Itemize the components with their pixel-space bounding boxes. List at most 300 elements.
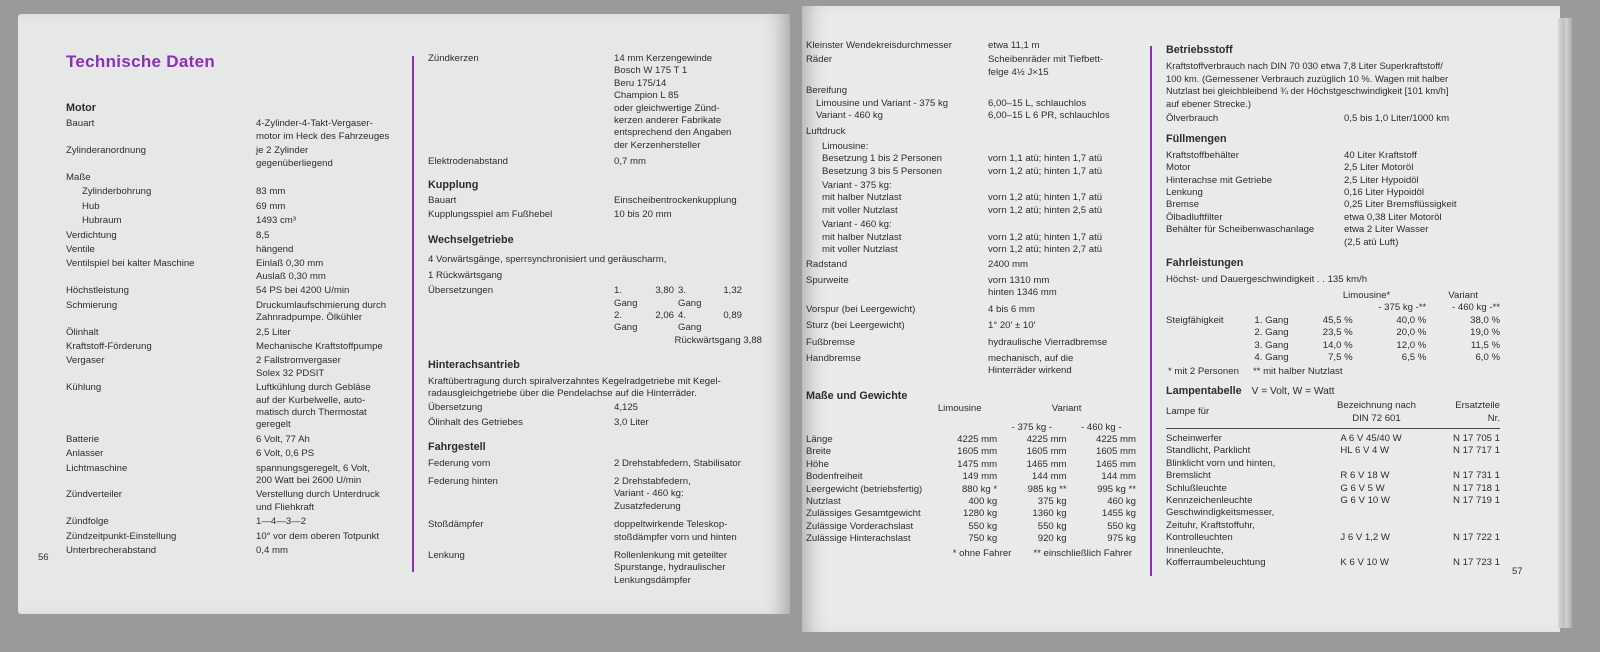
table-row	[1166, 352, 1500, 364]
spec-value: 2 Fallstromvergaser Solex 32 PDSIT	[256, 355, 341, 379]
spec-row	[66, 300, 406, 325]
spec-row	[806, 353, 1136, 378]
lamp-label: Kontrolleuchten	[1166, 532, 1233, 544]
pressure-label: Besetzung 3 bis 5 Personen	[822, 165, 943, 177]
gear-ratio-cell: 3,80	[655, 285, 674, 297]
spec-value: hydraulische Vierradbremse	[988, 336, 1108, 348]
spec-value: 0,7 mm	[614, 156, 646, 168]
climb-value: 40,0 %	[1396, 314, 1427, 326]
spec-row	[806, 275, 1136, 300]
dim-label: Nutzlast	[806, 496, 841, 507]
spec-row	[428, 195, 768, 207]
spec-value: Einlaß 0,30 mm Auslaß 0,30 mm	[256, 258, 326, 282]
spec-label: Lenkung	[428, 550, 465, 561]
spec-value: spannungsgeregelt, 6 Volt, 200 Watt bei 2600 U/min	[256, 462, 370, 486]
spec-value: 2,5 Liter Hypoidöl	[1344, 174, 1419, 186]
lamp-col-bezeichnung: Bezeichnung nach DIN 72 601	[1336, 400, 1416, 424]
pressure-group-label: Variant - 460 kg:	[822, 219, 892, 231]
pressure-row	[822, 205, 1136, 217]
dim-label: Zulässiges Gesamtgewicht	[806, 508, 921, 520]
climb-value: 23,5 %	[1322, 327, 1353, 339]
dimensions-table	[806, 403, 1136, 545]
climb-value: 6,5 %	[1401, 351, 1427, 363]
label-oelverbrauch: Ölverbrauch	[1166, 113, 1219, 125]
lamp-value	[1318, 545, 1434, 557]
spec-row	[428, 156, 768, 168]
reverse-gear-ratio: Rückwärtsgang 3,88	[674, 334, 762, 346]
lamp-label: Kennzeichenleuchte	[1166, 495, 1253, 506]
lamp-value	[1435, 520, 1500, 532]
spec-value: doppeltwirkende Teleskop- stoßdämpfer vorn und hinten	[614, 519, 737, 543]
pressure-label: mit halber Nutzlast	[822, 231, 902, 243]
spec-value: Rollenlenkung mit geteilter Spurstange, hydraulischer Lenkungsdämpfer	[614, 550, 728, 586]
dim-label: Höhe	[806, 458, 829, 470]
pressure-label: mit voller Nutzlast	[822, 204, 898, 216]
spec-label: Motor	[1166, 162, 1191, 174]
fuel-consumption-text: Kraftstoffverbrauch nach DIN 70 030 etwa 7,8 Liter Superkraftstoff/ 100 km. (Gemessener Verbrauch zuzüglich 10 %. Wagen mit halber Nutzlast bei gleichbleibend ¾ der Höchstgeschwindigkeit [101 km/h] auf ebener Strecke.)	[1166, 60, 1449, 109]
table-row	[1166, 532, 1500, 544]
spec-row	[66, 118, 406, 143]
climb-value: 12,0 %	[1396, 339, 1427, 351]
table-row	[806, 446, 1136, 458]
spec-row	[428, 417, 768, 429]
table-row	[1166, 520, 1500, 532]
pressure-value: vorn 1,2 atü; hinten 1,7 atü	[988, 231, 1103, 243]
spec-label: Räder	[806, 54, 833, 66]
spec-row	[66, 244, 406, 256]
lamp-value	[1318, 458, 1434, 470]
dim-value: 750 kg	[968, 533, 998, 545]
spec-row	[1166, 224, 1500, 249]
pressure-value: vorn 1,2 atü; hinten 2,5 atü	[988, 204, 1103, 216]
gear-ratio-cell: 4. Gang	[678, 309, 702, 334]
dim-value: 1605 mm	[957, 446, 998, 458]
lamp-value: G 6 V 10 W	[1340, 495, 1390, 506]
table-row	[1166, 507, 1500, 519]
spec-value: 10° vor dem oberen Totpunkt	[256, 530, 380, 542]
spec-row	[428, 402, 768, 414]
spec-row	[1166, 199, 1500, 211]
col-limousine: Limousine	[937, 403, 982, 415]
footnote-einschliesslich-fahrer: ** einschließlich Fahrer	[1033, 547, 1132, 559]
spec-row	[1166, 150, 1500, 162]
pressure-group-label: Variant - 375 kg:	[822, 180, 892, 192]
section-heading-wechselgetriebe: Wechselgetriebe	[428, 233, 514, 246]
spec-label: Radstand	[806, 258, 848, 270]
table-row	[806, 434, 1136, 446]
dim-value: 400 kg	[968, 496, 998, 507]
spec-row	[66, 463, 406, 488]
spec-value: Einscheibentrockenkupplung	[614, 195, 737, 207]
pressure-row	[822, 232, 1136, 244]
label-uebersetzungen: Übersetzungen	[428, 285, 494, 297]
spec-row	[428, 519, 768, 544]
spec-value: etwa 2 Liter Wasser (2,5 atü Luft)	[1344, 224, 1429, 248]
pressure-value: vorn 1,2 atü; hinten 1,7 atü	[988, 165, 1103, 177]
dim-value: 1605 mm	[1096, 446, 1136, 458]
spec-value: Luftkühlung durch Gebläse auf der Kurbelwelle, auto- matisch durch Thermostat geregelt	[256, 382, 371, 431]
rear-axle-list	[428, 402, 768, 429]
spec-value: 1—4—3—2	[256, 516, 307, 528]
spec-value: 14 mm Kerzengewinde Bosch W 175 T 1 Beru 175/14 Champion L 85 oder gleichwertige Zünd- kerzen anderer Fabrikate entsprechend den Angaben der Kerzenhersteller	[614, 53, 732, 151]
spec-row	[428, 458, 768, 470]
spec-label: Kraftstoffbehälter	[1166, 149, 1239, 161]
lamp-value: N 17 723 1	[1453, 557, 1500, 569]
spec-label: Vergaser	[66, 355, 105, 367]
tyre-pressure-list	[806, 141, 1136, 257]
spec-label: Unterbrecherabstand	[66, 545, 157, 556]
pressure-row	[822, 244, 1136, 256]
spec-value: 10 bis 20 mm	[614, 209, 672, 221]
spec-label: Sturz (bei Leergewicht)	[806, 320, 905, 332]
spec-value: 2 Drehstabfedern, Variant - 460 kg: Zusatzfederung	[614, 475, 691, 512]
dim-value: 550 kg	[968, 520, 998, 532]
lamp-value	[1318, 520, 1434, 532]
lamp-value: N 17 722 1	[1453, 532, 1500, 544]
pressure-row	[822, 153, 1136, 165]
col-variant-375: - 375 kg -	[1011, 421, 1053, 433]
spec-label: Hinterachse mit Getriebe	[1166, 174, 1273, 186]
spec-label: Hub	[82, 200, 100, 212]
lamp-col-ersatzteil: Ersatzteile Nr.	[1455, 400, 1500, 424]
section-divider-left	[412, 56, 414, 572]
pressure-label: mit halber Nutzlast	[822, 192, 902, 204]
lamp-value: N 17 705 1	[1453, 432, 1500, 444]
motor-list	[66, 118, 406, 557]
spec-label: Ventile	[66, 244, 95, 256]
table-row	[806, 533, 1136, 545]
spec-value: je 2 Zylinder gegenüberliegend	[256, 145, 333, 169]
gear-ratio-cell: 3. Gang	[678, 285, 702, 309]
value-oelverbrauch: 0,5 bis 1,0 Liter/1000 km	[1344, 113, 1450, 125]
col-variant: Variant	[1051, 403, 1082, 415]
page-stack-edge	[1558, 18, 1572, 628]
spec-value: 4,125	[614, 402, 639, 414]
spec-row	[66, 531, 406, 543]
table-row	[1166, 433, 1500, 445]
spec-value: 2400 mm	[988, 258, 1028, 270]
spec-label: Federung vorn	[428, 457, 491, 469]
spec-row	[66, 448, 406, 460]
section-heading-kupplung: Kupplung	[428, 178, 479, 191]
spec-label: Zündverteiler	[66, 489, 122, 501]
spec-row	[66, 186, 406, 198]
climb-value: 7,5 %	[1328, 351, 1353, 363]
dim-value: 4225 mm	[957, 433, 998, 445]
dim-label: Länge	[806, 433, 833, 445]
lamp-value: A 6 V 45/40 W	[1340, 432, 1402, 444]
dim-value: 975 kg	[1107, 533, 1136, 545]
section-heading-fuellmengen: Füllmengen	[1166, 133, 1227, 146]
lamp-value	[1435, 545, 1500, 557]
spec-row	[66, 489, 406, 514]
spec-label: Anlasser	[66, 448, 104, 460]
spec-label: Federung hinten	[428, 475, 498, 487]
lamp-value: G 6 V 5 W	[1340, 482, 1385, 494]
spec-label: Kupplungsspiel am Fußhebel	[428, 209, 553, 221]
spec-row	[66, 201, 406, 213]
chassis-list	[428, 458, 768, 588]
spec-row	[66, 327, 406, 339]
spec-label: Variant - 460 kg	[816, 110, 884, 122]
table-row	[1166, 470, 1500, 482]
spec-value: 6,00–15 L, schlauchlos	[988, 97, 1087, 109]
spec-value: 0,25 Liter Bremsflüssigkeit	[1344, 199, 1457, 211]
table-row	[1166, 495, 1500, 507]
spec-row	[806, 259, 1136, 271]
table-row	[806, 508, 1136, 520]
pressure-row	[822, 166, 1136, 178]
pressure-label: Besetzung 1 bis 2 Personen	[822, 153, 943, 165]
rear-axle-text: Kraftübertragung durch spiralverzahntes Kegelradgetriebe mit Kegel- radausgleichgetriebe über die Pendelachse auf die Hinterräder.	[428, 375, 721, 399]
gear-ratio-cell: 0,89	[723, 309, 742, 321]
spec-row	[816, 98, 1136, 110]
spec-row	[428, 209, 768, 221]
spec-label: Ölinhalt	[66, 326, 99, 338]
spec-label: Bauart	[428, 195, 457, 207]
table-row	[1166, 315, 1500, 327]
spec-row	[66, 215, 406, 227]
climb-value: 4. Gang	[1254, 351, 1289, 363]
spec-label: Behälter für Scheibenwaschanlage	[1166, 224, 1315, 236]
spec-value: 8,5	[256, 229, 270, 241]
table-row	[1166, 340, 1500, 352]
spec-row	[1166, 162, 1500, 174]
lamp-value	[1435, 507, 1500, 519]
dim-value: 995 kg **	[1097, 483, 1136, 495]
spec-label: Maße	[66, 172, 91, 184]
section-heading-fahrgestell: Fahrgestell	[428, 441, 486, 454]
spec-label: Ölbadluftfilter	[1166, 211, 1223, 223]
gear-ratio-cell: 1. Gang	[614, 285, 638, 309]
spec-label: Elektrodenabstand	[428, 156, 509, 168]
dim-label: Zulässige Vorderachslast	[806, 520, 914, 532]
gear-ratio-cell: 2,06	[655, 309, 674, 321]
spec-value: 3,0 Liter	[614, 416, 649, 428]
page-number-right: 57	[1512, 566, 1523, 577]
clutch-list	[428, 195, 768, 222]
climb-value: 2. Gang	[1254, 327, 1289, 339]
spec-row	[1166, 187, 1500, 199]
spec-row	[1166, 212, 1500, 224]
page-number-left: 56	[38, 552, 49, 563]
footnote-ohne-fahrer: * ohne Fahrer	[952, 547, 1012, 559]
spec-value: 6 Volt, 77 Ah	[256, 433, 310, 445]
spec-label: Zylinderanordnung	[66, 145, 147, 157]
spec-value: 2,5 Liter Motoröl	[1344, 162, 1414, 174]
spec-row	[428, 476, 768, 513]
lamp-label: Zeituhr, Kraftstoffuhr,	[1166, 519, 1255, 531]
col-limousine-star: Limousine*	[1342, 289, 1391, 301]
col-variant: Variant	[1448, 289, 1478, 301]
spec-row	[66, 258, 406, 283]
wheels-list	[806, 40, 1136, 79]
climbing-table	[1166, 290, 1500, 364]
label-bereifung: Bereifung	[806, 85, 848, 97]
spec-label: Ölinhalt des Getriebes	[428, 416, 523, 428]
spec-row	[66, 172, 406, 184]
dim-value: 1475 mm	[957, 458, 998, 470]
spec-row	[66, 285, 406, 297]
spec-value: etwa 11,1 m	[988, 40, 1040, 51]
section-heading-motor: Motor	[66, 102, 96, 114]
spec-value: Mechanische Kraftstoffpumpe	[256, 340, 383, 352]
dim-value: 880 kg *	[961, 483, 998, 495]
dim-label: Leergewicht (betriebsfertig)	[806, 483, 923, 495]
spec-row	[66, 355, 406, 380]
spec-value: etwa 0,38 Liter Motoröl	[1344, 211, 1442, 223]
spec-label: Kraftstoff-Förderung	[66, 340, 152, 352]
table-row	[806, 471, 1136, 483]
dim-label: Breite	[806, 446, 832, 458]
dim-value: 920 kg	[1037, 533, 1067, 545]
col-variant-460: - 460 kg -	[1081, 421, 1122, 433]
table-row	[1166, 458, 1500, 470]
pressure-row	[822, 192, 1136, 204]
lamp-label: Schlußleuchte	[1166, 482, 1227, 494]
spec-label: Zündzeitpunkt-Einstellung	[66, 530, 177, 542]
lamp-col-lampe: Lampe für	[1166, 406, 1210, 418]
col-variant-375: - 375 kg -**	[1378, 302, 1427, 314]
dim-label: Bodenfreiheit	[806, 471, 863, 483]
spec-label: Hubraum	[82, 215, 122, 227]
spec-row	[806, 54, 1136, 79]
spec-value: 2,5 Liter	[256, 326, 291, 338]
spec-label: Übersetzung	[428, 402, 483, 414]
table-row	[806, 459, 1136, 471]
reverse-gear-text: 1 Rückwärtsgang	[428, 269, 503, 281]
lamp-value: N 17 718 1	[1453, 482, 1500, 494]
lamp-label: Innenleuchte,	[1166, 544, 1224, 556]
section-heading-masse-gewichte: Maße und Gewichte	[806, 389, 908, 402]
spec-row	[66, 341, 406, 353]
lamp-label: Kofferraumbeleuchtung	[1166, 557, 1266, 569]
lamp-value: K 6 V 10 W	[1340, 557, 1389, 569]
dim-value: 144 mm	[1031, 471, 1067, 483]
table-row	[806, 521, 1136, 533]
dim-value: 1360 kg	[1032, 508, 1067, 520]
section-heading-hinterachsantrieb: Hinterachsantrieb	[428, 359, 520, 372]
spec-label: Spurweite	[806, 274, 849, 286]
capacities-list	[1166, 150, 1500, 249]
spec-value: Verstellung durch Unterdruck und Fliehkraft	[256, 489, 380, 513]
label-luftdruck: Luftdruck	[806, 126, 846, 138]
spec-value: 83 mm	[256, 186, 286, 198]
spec-value: 6,00–15 L 6 PR, schlauchlos	[988, 110, 1110, 122]
dim-value: 550 kg	[1107, 520, 1136, 532]
spec-value: Scheibenräder mit Tiefbett- felge 4½ J×15	[988, 54, 1104, 78]
climb-value: 3. Gang	[1254, 339, 1289, 351]
pressure-value: vorn 1,2 atü; hinten 2,7 atü	[988, 244, 1103, 256]
section-heading-fahrleistungen: Fahrleistungen	[1166, 257, 1244, 270]
section-heading-lampentabelle: Lampentabelle	[1166, 384, 1242, 397]
section-divider-right	[1150, 46, 1152, 576]
spec-label: Verdichtung	[66, 229, 117, 241]
unit-legend: V = Volt, W = Watt	[1251, 385, 1335, 397]
spec-label: Zündkerzen	[428, 53, 479, 64]
table-row	[1166, 483, 1500, 495]
lamp-label: Standlicht, Parklicht	[1166, 445, 1251, 457]
spec-label: Höchstleistung	[66, 285, 129, 297]
spec-label: Lichtmaschine	[66, 462, 128, 474]
table-row	[1166, 545, 1500, 557]
spec-value	[256, 172, 406, 184]
spec-label: Fußbremse	[806, 336, 856, 348]
top-speed: Höchst- und Dauergeschwindigkeit . . 135 km/h	[1166, 273, 1368, 285]
climb-value: 45,5 %	[1322, 314, 1353, 326]
dim-value: 1455 kg	[1101, 508, 1136, 520]
table-row	[806, 484, 1136, 496]
dim-value: 985 kg **	[1027, 483, 1067, 495]
dim-value: 1280 kg	[963, 508, 998, 520]
section-heading-betriebsstoff: Betriebsstoff	[1166, 44, 1233, 56]
dim-value: 4225 mm	[1096, 433, 1136, 445]
climb-value: 14,0 %	[1322, 339, 1353, 351]
dim-value: 460 kg	[1107, 496, 1136, 507]
lamp-label: Bremslicht	[1166, 470, 1211, 482]
spec-value: 69 mm	[256, 200, 286, 212]
spec-value: 2 Drehstabfedern, Stabilisator	[614, 457, 741, 469]
gear-ratios	[614, 285, 742, 335]
spec-row	[66, 516, 406, 528]
lamp-value: N 17 719 1	[1453, 495, 1500, 506]
lamp-value: N 17 731 1	[1453, 470, 1500, 482]
spec-value: Druckumlaufschmierung durch Zahnradpumpe. Ölkühler	[256, 299, 387, 324]
climb-value: 1. Gang	[1254, 314, 1289, 326]
spec-label: Stoßdämpfer	[428, 519, 484, 531]
spec-row	[66, 434, 406, 446]
spec-label: Zylinderbohrung	[82, 186, 152, 198]
steig-label: Steigfähigkeit	[1166, 314, 1224, 326]
spec-value: vorn 1310 mm hinten 1346 mm	[988, 274, 1057, 299]
spec-label: Schmierung	[66, 299, 118, 311]
spec-value: hängend	[256, 244, 294, 256]
spec-row	[806, 337, 1136, 349]
lamp-label: Blinklicht vorn und hinten,	[1166, 457, 1276, 469]
dim-value: 1605 mm	[1026, 446, 1067, 458]
spec-value: 54 PS bei 4200 U/min	[256, 285, 350, 297]
spec-row	[428, 550, 768, 587]
lamp-value: HL 6 V 4 W	[1340, 445, 1390, 457]
tyres-list	[806, 98, 1136, 123]
col-variant-460: - 460 kg -**	[1452, 302, 1500, 314]
spec-row	[816, 110, 1136, 122]
spec-value: 4-Zylinder-4-Takt-Vergaser- motor im Heck des Fahrzeuges	[256, 118, 390, 142]
climb-value: 38,0 %	[1470, 314, 1500, 326]
spec-row	[806, 320, 1136, 332]
gearbox-text: 4 Vorwärtsgänge, sperrsynchronisiert und geräuscharm,	[428, 254, 667, 266]
spec-label: Limousine und Variant - 375 kg	[816, 97, 949, 109]
dim-value: 1465 mm	[1096, 458, 1136, 470]
spec-label: Ventilspiel bei kalter Maschine	[66, 258, 195, 270]
lamp-value: N 17 717 1	[1453, 445, 1500, 457]
lamp-label: Scheinwerfer	[1166, 432, 1222, 444]
spec-value: 6 Volt, 0,6 PS	[256, 448, 315, 460]
pressure-value: vorn 1,2 atü; hinten 1,7 atü	[988, 192, 1103, 204]
dim-value: 550 kg	[1037, 520, 1067, 532]
spec-label: Zündfolge	[66, 516, 109, 528]
table-row	[1166, 445, 1500, 457]
spec-value: 0,16 Liter Hypoidöl	[1344, 187, 1424, 199]
table-row	[1166, 327, 1500, 339]
spec-label: Bremse	[1166, 199, 1200, 211]
geometry-list	[806, 259, 1136, 378]
spec-value: 1° 20' ± 10'	[988, 320, 1036, 332]
dim-value: 1465 mm	[1026, 458, 1067, 470]
spec-label: Handbremse	[806, 352, 861, 364]
dim-value: 4225 mm	[1026, 433, 1067, 445]
climb-value: 19,0 %	[1470, 327, 1500, 339]
